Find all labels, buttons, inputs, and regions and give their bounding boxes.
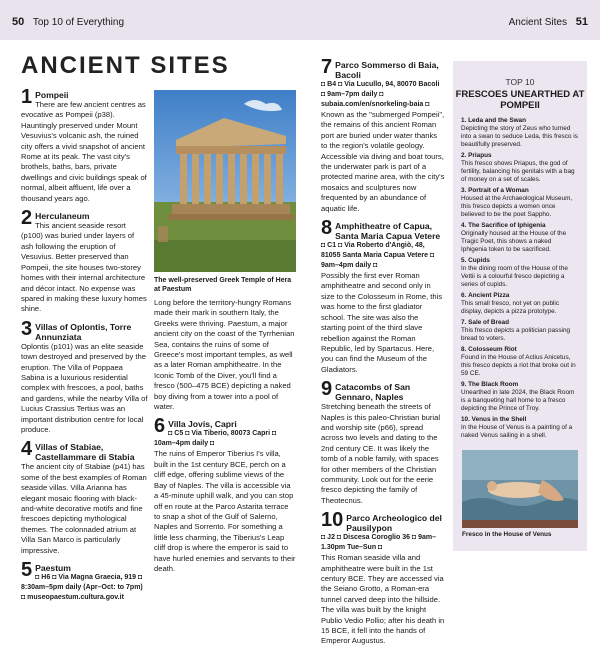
- sidebar-item-name: Priapus: [468, 152, 492, 159]
- temple-of-hera-photo: [154, 90, 296, 272]
- entry-number: 1: [21, 86, 33, 108]
- entry-8: [321, 219, 445, 375]
- sidebar-item-text: In the dining room of the House of the Vettii is a colourful fresco depicting a series of cupids.: [461, 265, 568, 288]
- column-3: [321, 58, 445, 652]
- sidebar-item: [461, 381, 579, 413]
- entry-10: [321, 511, 445, 647]
- sidebar-item-number: 7.: [461, 319, 467, 326]
- entry-3: [21, 317, 148, 436]
- sidebar-item-text: This small fresco, not yet on public display, depicts a pizza prototype.: [461, 300, 560, 315]
- sidebar-item-name: Ancient Pizza: [468, 292, 510, 299]
- sidebar-item-name: Leda and the Swan: [468, 117, 527, 124]
- sidebar-item: [461, 257, 579, 289]
- entry-number: 4: [21, 438, 33, 461]
- entry-number: 7: [321, 56, 333, 78]
- sidebar-item-name: The Black Room: [468, 381, 519, 388]
- sidebar-item-name: Colosseum Riot: [468, 346, 517, 353]
- entry-text: This ancient seaside resort (p100) was buried under layers of ash following the eruption of Vesuvius. Better preserved than Pompeii, the site houses two-storey homes with their internal architecture and décor intact. No expense was spared in making these luxury homes shine.: [21, 221, 147, 314]
- sidebar-item-number: 6.: [461, 292, 467, 299]
- page-header: [0, 0, 600, 40]
- entry-4: [21, 440, 148, 556]
- entry-9: [321, 380, 445, 506]
- sidebar-item-number: 1.: [461, 117, 467, 124]
- sidebar-item-text: Housed at the Archaeological Museum, this fresco depicts a women once believed to be the poet Sappho.: [461, 195, 573, 218]
- sidebar-item-number: 2.: [461, 152, 467, 159]
- entry-title: Paestum: [35, 563, 71, 574]
- entry-title: Villas of Oplontis, Torre Annunziata: [35, 321, 132, 342]
- sidebar-item-number: 9.: [461, 381, 467, 388]
- temple-illustration: [154, 90, 296, 272]
- sidebar-item-text: This fresco depicts a politician passing bread to voters.: [461, 327, 571, 342]
- column-1: [21, 88, 148, 608]
- entry-text: The ancient city of Stabiae (p41) has some of the best examples of Roman seaside villas. Villa Arianna has elegant mosaic flooring with black-and-white decorative motifs and fine frescoes depicting mythological themes. The colonnaded atrium at Villa San Marco is particularly impressive.: [21, 462, 147, 555]
- entry-title: Pompeii: [35, 90, 69, 100]
- left-page-number: 50: [12, 16, 25, 28]
- entry-text: Stretching beneath the streets of Naples is this paleo-Christian burial and worship site (p66), spread across two levels and dating to the 2nd century CE. It was likely the tomb of a noble family, with spaces for other members of the Christian community. Look out for the eerie fresco depicting the family of Theotecnus.: [321, 402, 441, 505]
- sidebar-list: [453, 111, 587, 440]
- sidebar-item: [461, 319, 579, 343]
- entry-text: Oplontis (p101) was an elite seaside town destroyed and preserved by the eruption. The Villa of Poppaea Sabina is a luxurious residential complex with frescoes, a pool, baths and gardens, while the nearby Villa of Lucius Crassius Tertius was an important distribution centre for local produce.: [21, 341, 148, 434]
- entry-address: ◘ C1 ◘ Via Roberto d'Angiò, 48, 81055 Santa Maria Capua Vetere ◘ 9am–4pm daily ◘: [321, 242, 435, 270]
- right-running-title: Ancient Sites: [508, 17, 567, 28]
- entry-address: ◘ C5 ◘ Via Tiberio, 80073 Capri ◘ 10am–4pm daily ◘: [154, 430, 277, 448]
- entry-5: [21, 561, 148, 603]
- entry-7: [321, 58, 445, 214]
- sidebar-title: FRESCOES UNEARTHED AT POMPEII: [455, 89, 585, 111]
- sidebar-item-number: 8.: [461, 346, 467, 353]
- sidebar-item-name: Cupids: [468, 257, 490, 264]
- page-title: ANCIENT SITES: [21, 52, 230, 79]
- entry-number: 5: [21, 559, 33, 582]
- entry-number: 6: [154, 415, 166, 438]
- sidebar-item: [461, 292, 579, 316]
- sidebar-item-text: Unearthed in late 2024, the Black Room is a banqueting hall home to a fresco depicting the Prince of Troy.: [461, 389, 575, 412]
- entry-title: Villas of Stabiae, Castellammare di Stabia: [35, 442, 135, 463]
- left-running-title: Top 10 of Everything: [32, 17, 125, 28]
- sidebar-item: [461, 152, 579, 184]
- column-2: [154, 298, 296, 579]
- sidebar-item: [461, 117, 579, 149]
- entry-6: [154, 417, 296, 574]
- sidebar-item: [461, 346, 579, 378]
- entry-address: ◘ B4 ◘ Via Lucullo, 94, 80070 Bacoli ◘ 9am–7pm daily ◘ subaia.com/en/snorkeling-baia ◘: [321, 81, 440, 108]
- fresco-caption: Fresco in the House of Venus: [462, 531, 552, 538]
- entry-title: Parco Archeologico del Pausilypon: [346, 513, 442, 534]
- venus-fresco-photo: [462, 450, 578, 528]
- entry-text: The ruins of Emperor Tiberius I's villa, built in the 1st century BCE, perch on a cliff edge, offering sublime views of the Bay of Naples. The villa is accessible via a 45-minute uphill walk, and you can stop off en route at the Parco Astarita terrace to snap a shot of the Gulf of Salerno, Naples and Sorrento. For something a little less charming, the Tiberius's Leap cliff drop is where the emperor is said to have hurled enemies and servants to their death.: [154, 449, 296, 573]
- entry-number: 10: [321, 509, 344, 532]
- entry-number: 9: [321, 378, 333, 401]
- entry-text: This Roman seaside villa and amphitheatre were built in the 1st century BCE. They are accessed via the Seiano Grotto, a Roman-era tunnel carved deep into the hillside. The villa was built by the knight Publio Vedio Pollio; after his death in 15 BCE, it fell into the hands of Emperor Augustus.: [321, 553, 445, 646]
- sidebar-kicker: TOP 10: [505, 77, 535, 87]
- entry-title: Villa Jovis, Capri: [168, 419, 237, 430]
- entry-title: Amphitheatre of Capua, Santa Maria Capua Vetere: [335, 221, 441, 242]
- photo-caption: The well-preserved Greek Temple of Hera at Paestum: [154, 277, 292, 293]
- sidebar-item: [461, 416, 579, 440]
- sidebar-item-name: Venus in the Shell: [471, 416, 527, 423]
- entry-1: [21, 88, 148, 204]
- entry-number: 8: [321, 217, 333, 240]
- entry-address: ◘ J2 ◘ Discesa Coroglio 36 ◘ 9am–1.30pm Tue–Sun ◘: [321, 534, 437, 552]
- fresco-illustration: [462, 450, 578, 528]
- entry-title: Parco Sommerso di Baia, Bacoli: [335, 60, 439, 80]
- sidebar-item-number: 5.: [461, 257, 467, 264]
- entry-text: Known as the "submerged Pompeii", the remains of this ancient Roman port are buried under water thanks to the region's volatile geology. Accessible via diving and boat tours, the underwater park is part of a protected marine area, with the city's mosaics and sculptures now frequented by an abundance of aquatic life.: [321, 110, 445, 213]
- sidebar-item-text: Originally housed at the House of the Tragic Poet, this shows a naked Iphigenia token to be sacrificed.: [461, 230, 567, 253]
- header-right: [509, 16, 588, 28]
- entry-text: There are few ancient centres as evocative as Pompeii (p38). Hauntingly preserved under Mount Vesuvius's volcanic ash, the ruined city offers a vivid snapshot of ancient Rome at its peak. The vast city's brothels, baths, bars, private dwellings and civic buildings speak of normal, albeit affluent, life over a thousand years ago.: [21, 100, 147, 203]
- sidebar-item-number: 3.: [461, 187, 467, 194]
- sidebar-item-name: Portrait of a Woman: [468, 187, 529, 194]
- sidebar-item-text: Depicting the story of Zeus who turned into a swan to seduce Leda, this fresco is beautifully preserved.: [461, 125, 578, 148]
- sidebar-item-number: 10.: [461, 416, 470, 423]
- entry-title: Catacombs of San Gennaro, Naples: [335, 382, 411, 403]
- entry-5-text: Long before the territory-hungry Romans made their mark in southern Italy, the Greeks were thriving. Paestum, a major ancient city on the coast of the Tyrrhenian Sea, contains the ruins of some of Greece's most important temples, as well as a later Roman amphitheatre. In the Iconic Tomb of the Diver, you'll find a fresco (500–475 BCE) depicting a naked boy diving from a tower into a pool of water.: [154, 298, 295, 412]
- sidebar-item-number: 4.: [461, 222, 467, 229]
- entry-text: Possibly the first ever Roman amphitheatre and second only in size to the Colosseum in Rome, this was home to the first gladiator school. The site was also the starting point of the third slave rebellion against the Roman Republic, led by Spartacus. Here, you can find the Museum of the Gladiators.: [321, 271, 443, 374]
- entry-number: 3: [21, 317, 33, 340]
- sidebar-item: [461, 187, 579, 219]
- sidebar-item: [461, 222, 579, 254]
- sidebar-item-name: Sale of Bread: [468, 319, 509, 326]
- sidebar-item-text: In the House of Venus is a painting of a naked Venus sailing in a shell.: [461, 424, 573, 439]
- header-left: [12, 16, 124, 28]
- entry-title: Herculaneum: [35, 211, 90, 222]
- right-page-number: 51: [575, 16, 588, 28]
- entry-number: 2: [21, 207, 33, 230]
- entry-2: [21, 209, 148, 315]
- sidebar-item-text: Found in the House of Actius Anicetus, this fresco depicts a riot that broke out in 59 CE.: [461, 354, 576, 377]
- sidebar-item-name: The Sacrifice of Iphigenia: [468, 222, 546, 229]
- sidebar-item-text: This fresco shows Priapus, the god of fertility, balancing his genitals with a bag of money on a set of scales.: [461, 160, 575, 183]
- entry-address: ◘ H6 ◘ Via Magna Graecia, 919 ◘ 8:30am–5pm daily (Apr–Oct: to 7pm) ◘ museopaestum.cultura.gov.it: [21, 574, 143, 602]
